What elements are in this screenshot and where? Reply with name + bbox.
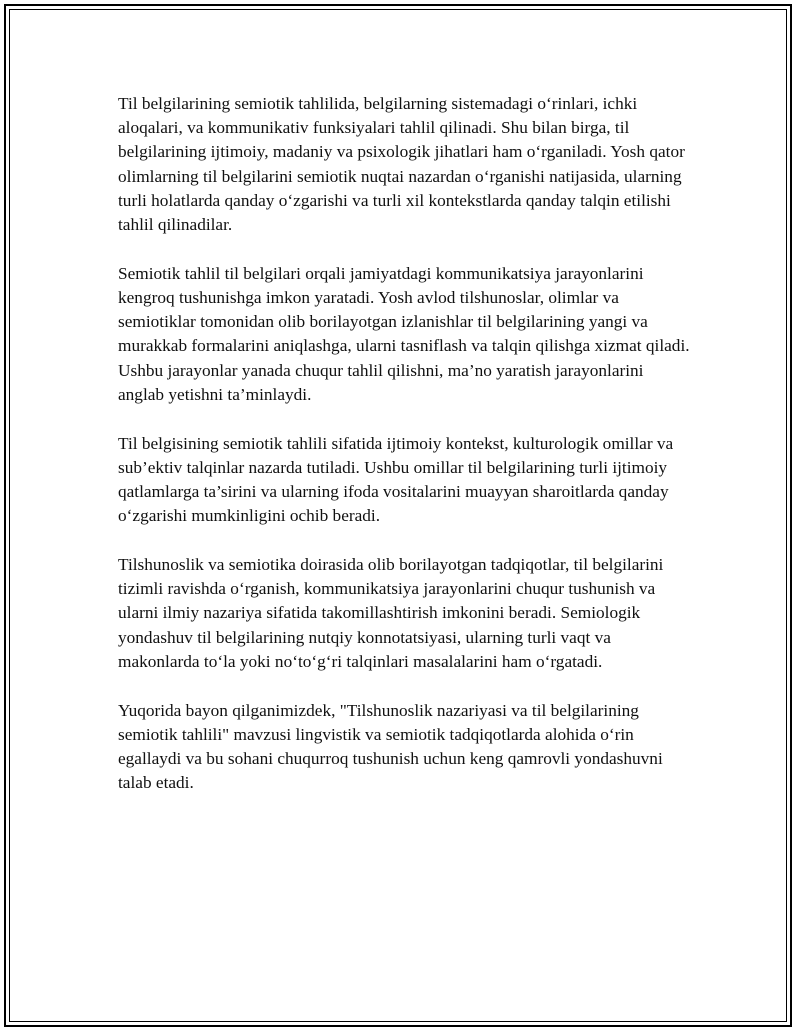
paragraph-5: Yuqorida bayon qilganimizdek, "Tilshunoslik nazariyasi va til belgilarining semiotik tahlili" mavzusi lingvistik va semiotik tadqiqotlarda alohida o‘rin egallaydi va bu sohani chuqurroq tushunish uchun keng qamrovli yondashuvni talab etadi. <box>118 700 663 793</box>
paragraph-2: Semiotik tahlil til belgilari orqali jamiyatdagi kommunikatsiya jarayonlarini kengroq tushunishga imkon yaratadi. Yosh avlod tilshunoslar, olimlar va semiotiklar tomonidan olib borilayotgan izlanishlar til belgilarining yangi va murakkab formalarini aniqlashga, ularni tasniflash va talqin qilishga xizmat qiladi. Ushbu jarayonlar yanada chuqur tahlil qilishni, ma’no yaratish jarayonlarini anglab yetishni ta’minlaydi. <box>118 263 690 404</box>
paragraph-3: Til belgisining semiotik tahlili sifatida ijtimoiy kontekst, kulturologik omillar va sub’ektiv talqinlar nazarda tutiladi. Ushbu omillar til belgilarining turli ijtimoiy qatlamlarga ta’sirini va ularning ifoda vositalarini muayyan sharoitlarda qanday o‘zgarishi mumkinligini ochib beradi. <box>118 433 674 526</box>
document-body <box>118 92 690 820</box>
paragraph-1: Til belgilarining semiotik tahlilida, belgilarning sistemadagi o‘rinlari, ichki aloqalari, va kommunikativ funksiyalari tahlil qilinadi. Shu bilan birga, til belgilarining ijtimoiy, madaniy va psixologik jihatlari ham o‘rganiladi. Yosh qator olimlarning til belgilarini semiotik nuqtai nazardan o‘rganishi natijasida, ularning turli holatlarda qanday o‘zgarishi va turli xil kontekstlarda qanday talqin etilishi tahlil qilinadilar. <box>118 94 685 235</box>
paragraph-4: Tilshunoslik va semiotika doirasida olib borilayotgan tadqiqotlar, til belgilarini tizimli ravishda o‘rganish, kommunikatsiya jarayonlarini chuqur tushunish va ularni ilmiy nazariya sifatida takomillashtirish imkonini beradi. Semiologik yondashuv til belgilarining nutqiy konnotatsiyasi, ularning turli vaqt va makonlarda to‘la yoki no‘to‘g‘ri talqinlari masalalarini ham o‘rgatadi. <box>118 555 664 671</box>
